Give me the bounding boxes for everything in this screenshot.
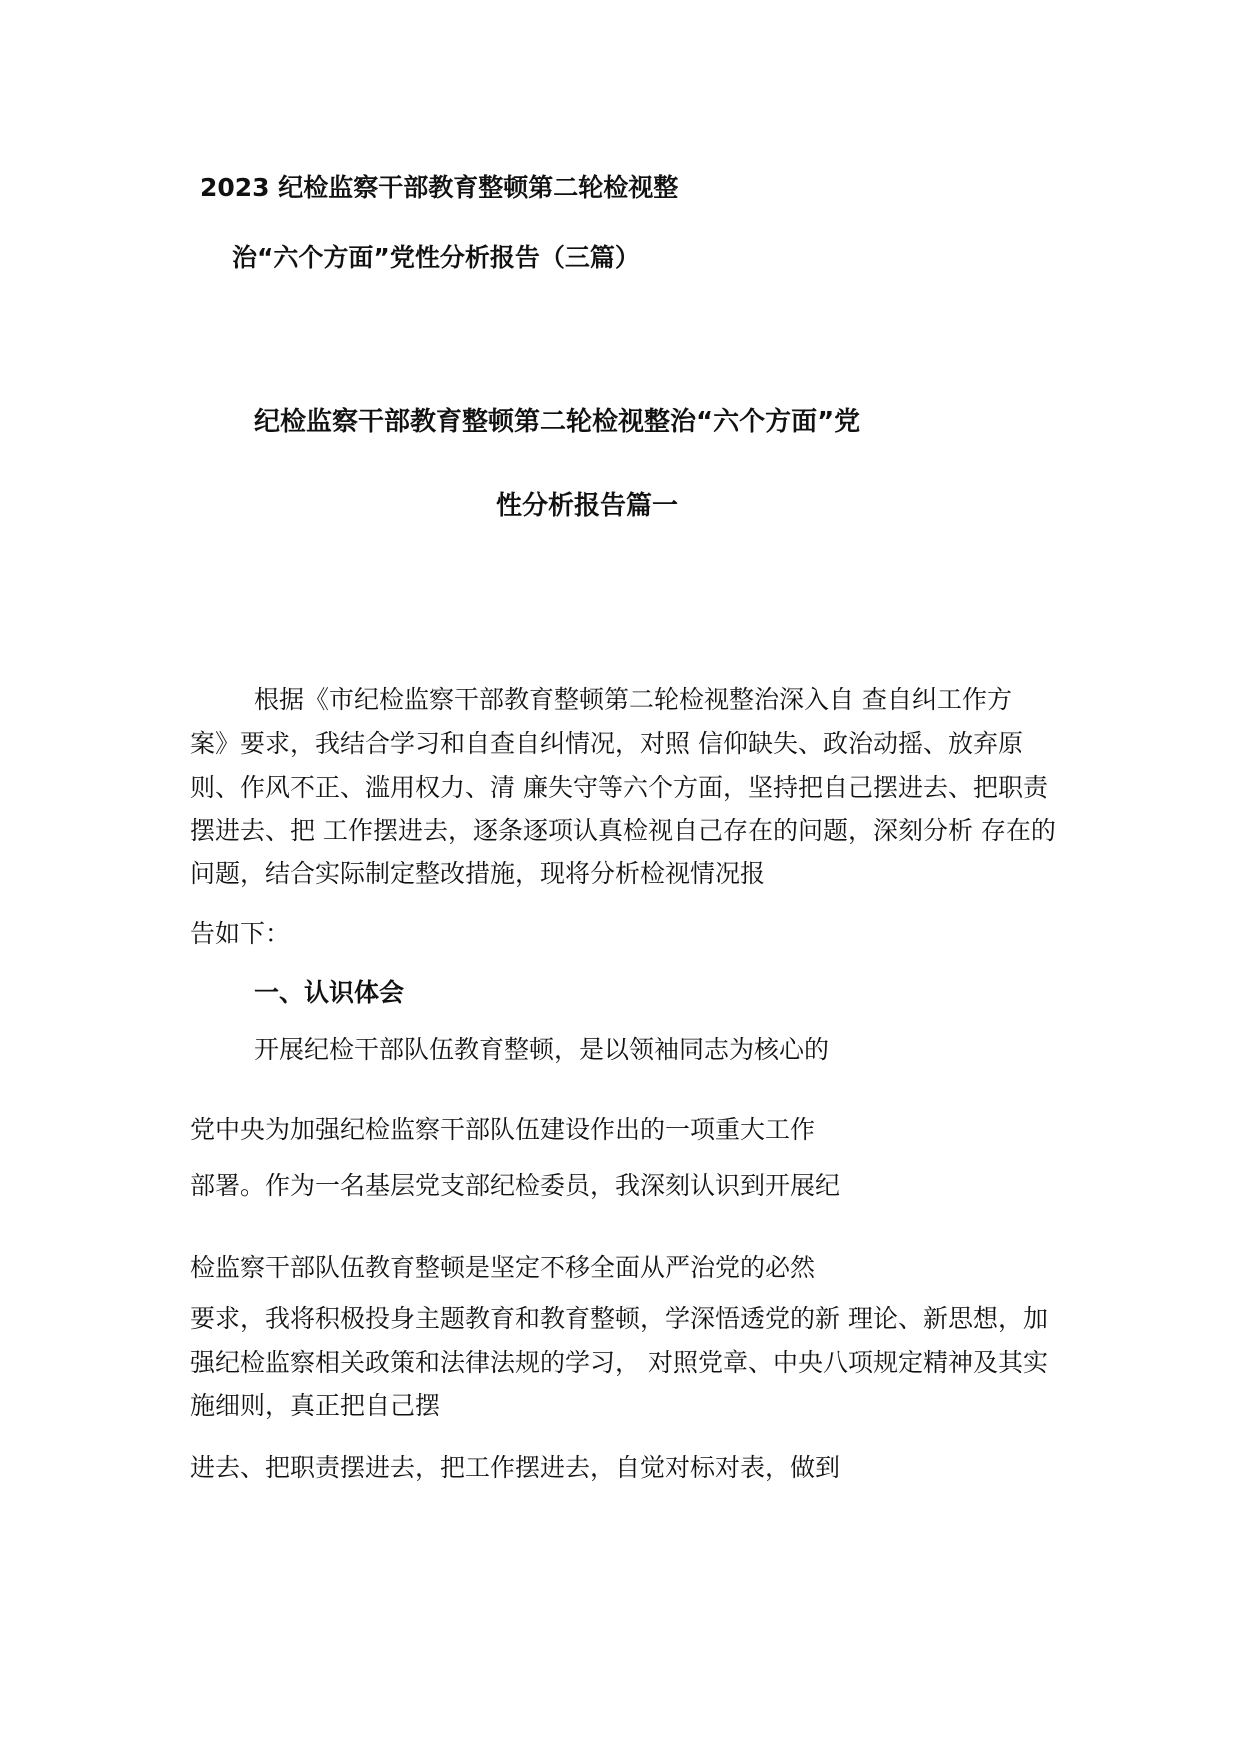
section-1-line-4: 检监察干部队伍教育整顿是坚定不移全面从严治党的必然	[190, 1253, 816, 1282]
paragraph-1-line-4: 摆进去、把 工作摆进去，逐条逐项认真检视自己存在的问题，深刻分析 存在的	[190, 816, 1056, 845]
section-1-line-2: 党中央为加强纪检监察干部队伍建设作出的一项重大工作	[190, 1115, 816, 1144]
paragraph-1-line-5: 问题，结合实际制定整改措施，现将分析检视情况报	[190, 859, 766, 888]
section-1-heading: 一、认识体会	[254, 978, 405, 1007]
article-title-line-1: 纪检监察干部教育整顿第二轮检视整治“六个方面”党	[254, 407, 861, 437]
main-title-line-1: 2023 纪检监察干部教育整顿第二轮检视整	[200, 173, 679, 202]
section-1-line-3: 部署。作为一名基层党支部纪检委员，我深刻认识到开展纪	[190, 1171, 841, 1200]
article-title-line-2: 性分析报告篇一	[496, 491, 679, 521]
paragraph-1-line-1: 根据《市纪检监察干部教育整顿第二轮检视整治深入自 查自纠工作方	[254, 685, 1012, 714]
section-1-line-6: 强纪检监察相关政策和法律法规的学习， 对照党章、中央八项规定精神及其实	[190, 1348, 1048, 1377]
section-1-line-5: 要求，我将积极投身主题教育和教育整顿，学深悟透党的新 理论、新思想，加	[190, 1304, 1048, 1333]
paragraph-1-line-2: 案》要求，我结合学习和自查自纠情况，对照 信仰缺失、政治动摇、放弃原	[190, 729, 1023, 758]
main-title-line-2: 治“六个方面”党性分析报告（三篇）	[232, 243, 640, 272]
paragraph-1-line-6: 告如下：	[190, 919, 291, 948]
section-1-line-1: 开展纪检干部队伍教育整顿，是以领袖同志为核心的	[254, 1035, 830, 1064]
paragraph-1-line-3: 则、作风不正、滥用权力、清 廉失守等六个方面，坚持把自己摆进去、把职责	[190, 773, 1048, 802]
section-1-line-7: 施细则，真正把自己摆	[190, 1391, 441, 1420]
section-1-line-8: 进去、把职责摆进去，把工作摆进去，自觉对标对表，做到	[190, 1453, 841, 1482]
